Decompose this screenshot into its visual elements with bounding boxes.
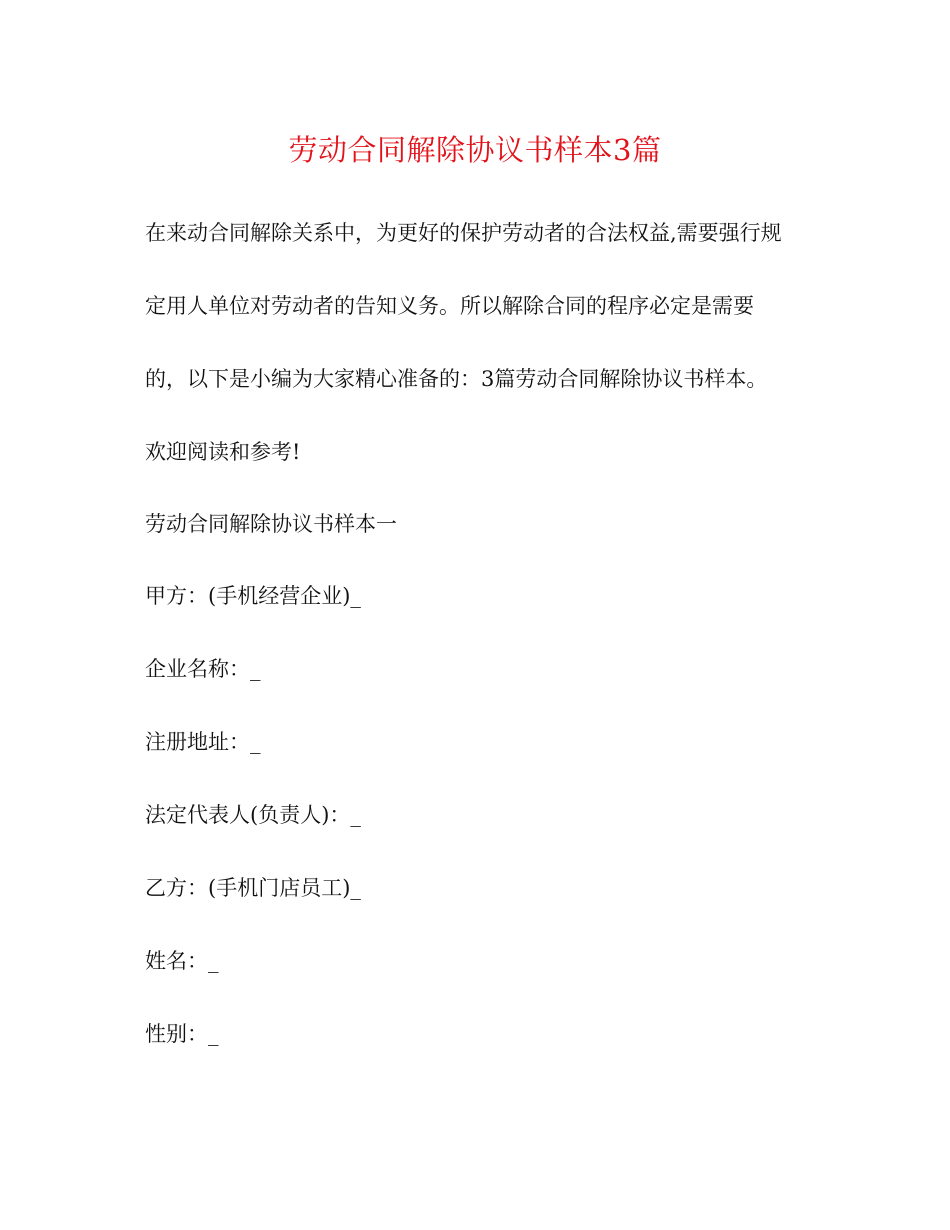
field-party-a: 甲方：(手机经营企业)_ xyxy=(145,584,361,608)
intro-line-1: 在来动合同解除关系中，为更好的保护劳动者的合法权益,需要强行规 xyxy=(145,221,782,245)
section-heading: 劳动合同解除协议书样本一 xyxy=(145,512,397,536)
intro-line-3: 的，以下是小编为大家精心准备的：3篇劳动合同解除协议书样本。 xyxy=(145,367,768,391)
field-gender: 性别：_ xyxy=(145,1022,219,1046)
field-party-b: 乙方：(手机门店员工)_ xyxy=(145,876,361,900)
document-title: 劳动合同解除协议书样本3篇 xyxy=(288,133,662,167)
intro-line-2: 定用人单位对劳动者的告知义务。所以解除合同的程序必定是需要 xyxy=(145,294,754,318)
intro-line-4: 欢迎阅读和参考! xyxy=(145,440,301,464)
field-registered-address: 注册地址：_ xyxy=(145,730,261,754)
field-company-name: 企业名称：_ xyxy=(145,657,261,681)
field-legal-representative: 法定代表人(负责人)：_ xyxy=(145,803,361,827)
field-name: 姓名：_ xyxy=(145,949,219,973)
